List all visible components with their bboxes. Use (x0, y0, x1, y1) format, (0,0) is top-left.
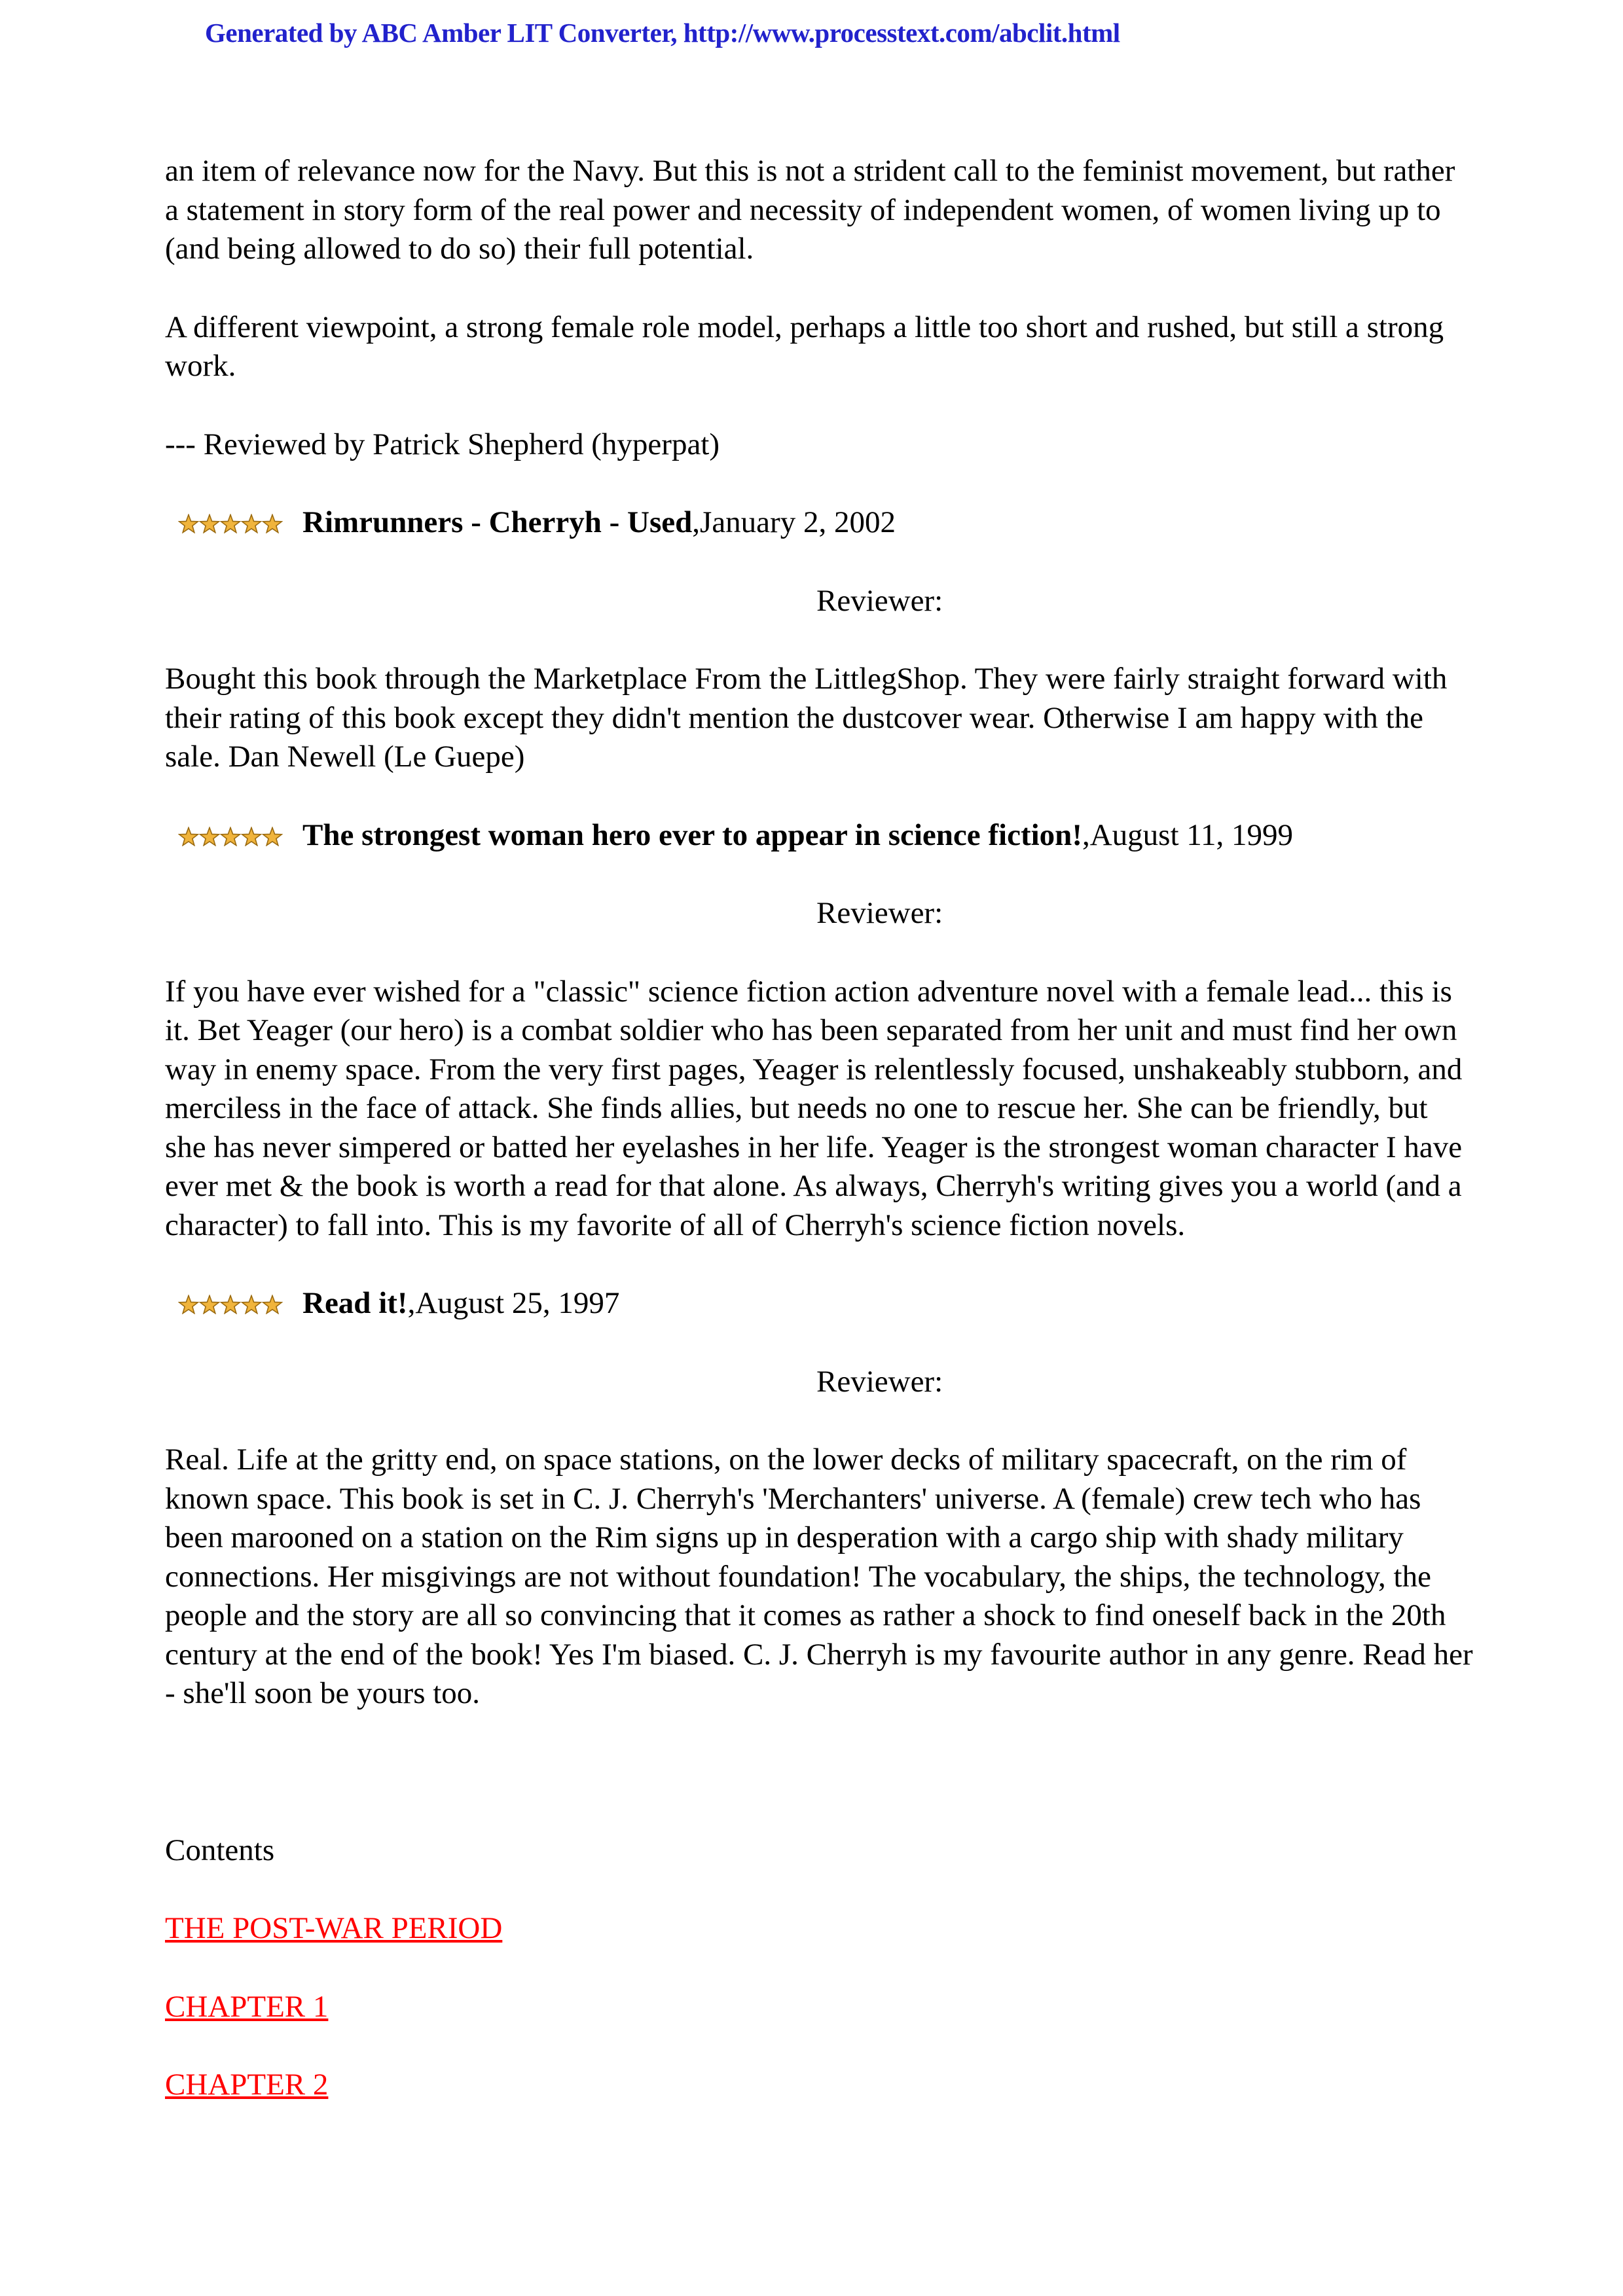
review-body: If you have ever wished for a "classic" science fiction action adventure novel with a female lead... this is it. Bet Yeager (our hero) is a combat soldier who has been separated from her unit and must find her own way in enemy space. From the very first pages, Yeager is relentlessly focused, unshakeably stubborn, and merciless in the face of attack. She finds allies, but needs no one to rescue her. She can be friendly, but she has never simpered or batted her eyelashes in her life. Yeager is the strongest woman character I have ever met & the book is worth a read for that alone. As always, Cherryh's writing gives you a world (and a character) to fall into. This is my favorite of all of Cherryh's science fiction novels. (165, 974, 1463, 1242)
star-icon (242, 515, 261, 533)
review-body: Real. Life at the gritty end, on space stations, on the lower decks of military spacecraft, on the rim of known space. This book is set in C. J. Cherryh's 'Merchanters' universe. A (female) crew tech who has been marooned on a station on the Rim signs up in desperation with a cargo ship with shady military connections. Her misgivings are not without foundation! The vocabulary, the ships, the technology, the people and the story are all so convincing that it comes as rather a shock to find oneself back in the 20th century at the end of the book! Yes I'm biased. C. J. Cherryh is my favourite author in any genre. Read her - she'll soon be yours too. (165, 1443, 1473, 1710)
reviewer-label: Reviewer: (816, 583, 943, 618)
star-icon (263, 1296, 282, 1314)
review-header (165, 816, 1474, 855)
review-date: ,August 25, 1997 (407, 1286, 620, 1320)
document-body (165, 152, 1474, 2144)
five-stars-icon (178, 827, 283, 846)
reviewer-credit: --- Reviewed by Patrick Shepherd (hyperpat) (165, 427, 720, 461)
reviewer-label: Reviewer: (816, 896, 943, 930)
star-icon (200, 1296, 219, 1314)
star-icon (242, 1296, 261, 1314)
star-icon (242, 827, 261, 845)
star-icon (221, 827, 240, 845)
toc-link-post-war-period[interactable]: THE POST-WAR PERIOD (165, 1911, 503, 1945)
review (165, 503, 1474, 777)
star-icon (179, 827, 198, 845)
star-icon (179, 515, 198, 533)
review-body: Bought this book through the Marketplace From the LittlegShop. They were fairly straight forward with their rating of this book except they didn't mention the dustcover wear. Otherwise I am happy with the sale. Dan Newell (Le Guepe) (165, 662, 1448, 774)
review-title: Read it! (302, 1286, 408, 1320)
star-icon (263, 827, 282, 845)
review-header (165, 503, 1474, 543)
review-date: ,January 2, 2002 (692, 505, 896, 539)
converter-banner: Generated by ABC Amber LIT Converter, http://www.processtext.com/abclit.html (205, 18, 1120, 48)
star-icon (221, 1296, 240, 1314)
star-icon (200, 827, 219, 845)
five-stars-icon (178, 1295, 283, 1314)
toc-link-chapter-1[interactable]: CHAPTER 1 (165, 1989, 329, 2024)
star-icon (200, 515, 219, 533)
contents-heading: Contents (165, 1833, 275, 1867)
review-header (165, 1284, 1474, 1323)
review-title: The strongest woman hero ever to appear in science fiction! (302, 817, 1082, 852)
intro-paragraph: an item of relevance now for the Navy. But this is not a strident call to the feminist movement, but rather a statement in story form of the real power and necessity of independent women, of women living up to (and being allowed to do so) their full potential. (165, 154, 1455, 266)
reviewer-label: Reviewer: (816, 1364, 943, 1399)
intro-paragraph: A different viewpoint, a strong female role model, perhaps a little too short and rushed, but still a strong work. (165, 310, 1444, 383)
review-title: Rimrunners - Cherryh - Used (302, 505, 693, 539)
star-icon (179, 1296, 198, 1314)
star-icon (221, 515, 240, 533)
five-stars-icon (178, 514, 283, 533)
toc-link-chapter-2[interactable]: CHAPTER 2 (165, 2068, 329, 2102)
star-icon (263, 515, 282, 533)
review (165, 816, 1474, 1246)
review (165, 1284, 1474, 1713)
review-date: ,August 11, 1999 (1082, 817, 1294, 852)
